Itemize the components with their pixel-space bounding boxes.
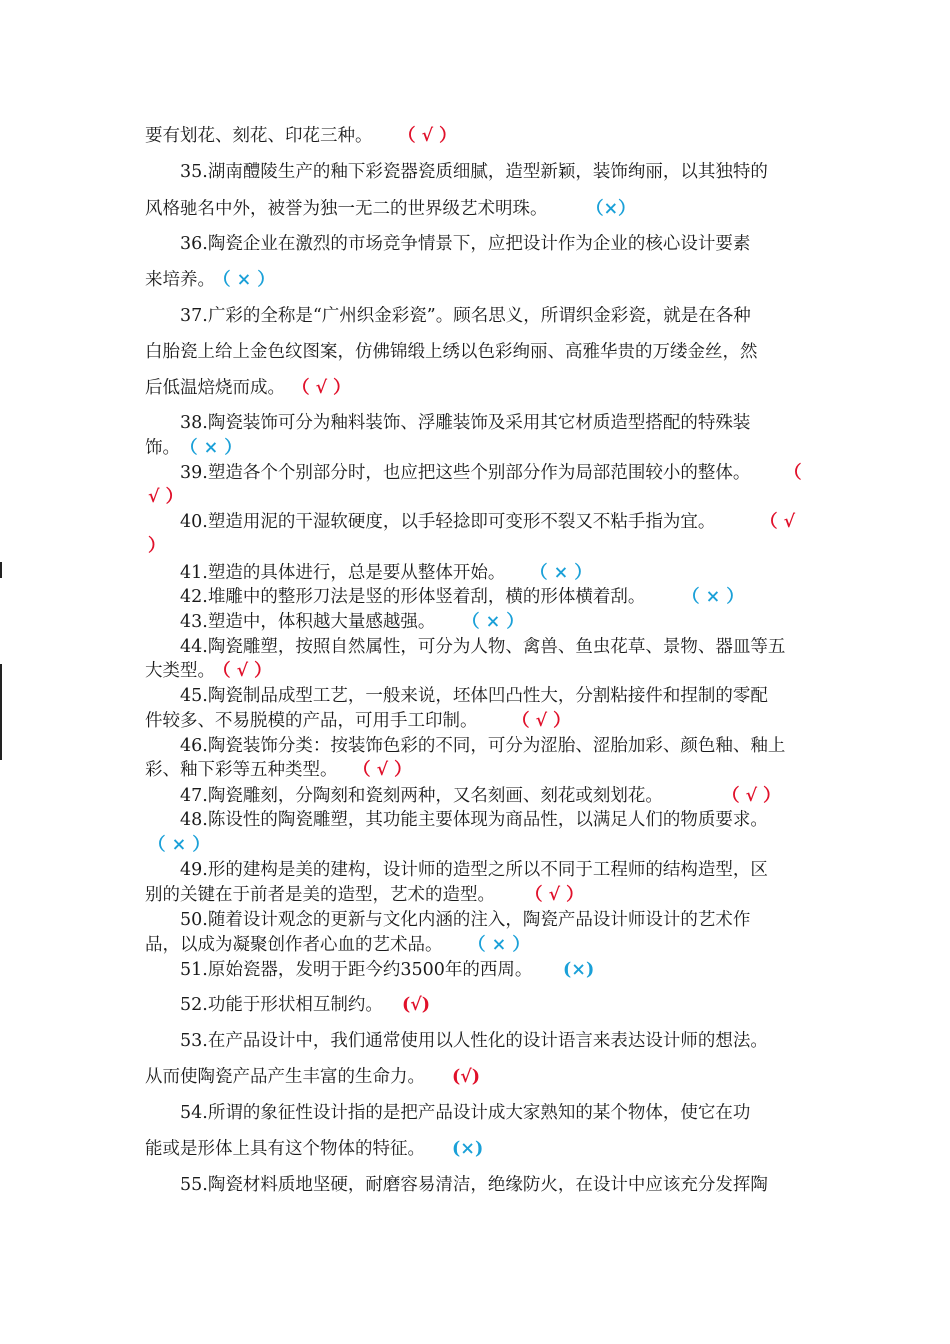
line-text: 36.陶瓷企业在激烈的市场竞争情景下，应把设计作为企业的核心设计要素 <box>180 234 751 254</box>
margin-rule-bottom <box>0 664 2 760</box>
line-text: 55.陶瓷材料质地坚硬，耐磨容易清洁，绝缘防火，在设计中应该充分发挥陶 <box>180 1175 768 1195</box>
line-text: 54.所谓的象征性设计指的是把产品设计成大家熟知的某个物体，使它在功 <box>180 1103 751 1123</box>
answer-mark: （ √ ） <box>512 711 571 731</box>
line-text: 件较多、不易脱模的产品，可用手工印制。 <box>145 711 478 731</box>
line-text: 38.陶瓷装饰可分为釉料装饰、浮雕装饰及采用其它材质造型搭配的特殊装 <box>180 413 751 433</box>
line-text: 48.陈设性的陶瓷雕塑，其功能主要体现为商品性，以满足人们的物质要求。 <box>180 810 768 830</box>
answer-mark: （ √ ） <box>722 786 781 806</box>
answer-mark: （ × ） <box>180 438 242 458</box>
line-text: 要有划花、刻花、印花三种。 <box>145 126 373 146</box>
answer-mark: (√) <box>402 995 431 1015</box>
answer-mark: （ √ ） <box>292 378 351 398</box>
answer-mark: （ √ ） <box>398 126 457 146</box>
answer-mark: （ √ ） <box>525 885 584 905</box>
line-text: 后低温焙烧而成。 <box>145 378 285 398</box>
line-text: 别的关键在于前者是美的造型，艺术的造型。 <box>145 885 495 905</box>
answer-mark: （ √ <box>760 512 796 532</box>
line-text: 品，以成为凝聚创作者心血的艺术品。 <box>145 935 443 955</box>
line-text: 49.形的建构是美的建构，设计师的造型之所以不同于工程师的结构造型，区 <box>180 860 768 880</box>
line-text: 39.塑造各个个别部分时，也应把这些个别部分作为局部范围较小的整体。 <box>180 463 751 483</box>
answer-mark: （ × ） <box>530 563 592 583</box>
line-text: 白胎瓷上给上金色纹图案，仿佛锦缎上绣以色彩绚丽、高雅华贵的万缕金丝，然 <box>145 342 758 362</box>
answer-mark: （ <box>784 463 802 483</box>
line-text: 35.湖南醴陵生产的釉下彩瓷器瓷质细腻，造型新颖，装饰绚丽，以其独特的 <box>180 162 768 182</box>
line-text: 43.塑造中，体积越大量感越强。 <box>180 612 436 632</box>
answer-mark: （ × ） <box>682 587 744 607</box>
line-text: 来培养。 <box>145 270 215 290</box>
line-text: 44.陶瓷雕塑，按照自然属性，可分为人物、禽兽、鱼虫花草、景物、器皿等五 <box>180 637 786 657</box>
line-text: 53.在产品设计中，我们通常使用以人性化的设计语言来表达设计师的想法。 <box>180 1031 768 1051</box>
answer-mark: （ × ） <box>468 935 530 955</box>
line-text: 彩、釉下彩等五种类型。 <box>145 760 338 780</box>
answer-mark: （ × ） <box>213 270 275 290</box>
answer-mark: （ √ ） <box>213 661 272 681</box>
line-text: 42.堆雕中的整形刀法是竖的形体竖着刮，横的形体横着刮。 <box>180 587 646 607</box>
line-text: 45.陶瓷制品成型工艺，一般来说，坯体凹凸性大，分割粘接件和捏制的零配 <box>180 686 768 706</box>
line-text: 能或是形体上具有这个物体的特征。 <box>145 1139 425 1159</box>
line-text: 大类型。 <box>145 661 215 681</box>
line-text: 50.随着设计观念的更新与文化内涵的注入，陶瓷产品设计师设计的艺术作 <box>180 910 751 930</box>
answer-mark: （×） <box>586 199 636 219</box>
line-text: 41.塑造的具体进行，总是要从整体开始。 <box>180 563 506 583</box>
answer-mark: (×) <box>563 960 595 980</box>
answer-mark: （ √ ） <box>353 760 412 780</box>
line-text: 47.陶瓷雕刻，分陶刻和瓷刻两种，又名刻画、刻花或刻划花。 <box>180 786 663 806</box>
margin-rule-top <box>0 562 2 578</box>
answer-mark: （ × ） <box>462 612 524 632</box>
line-text: 51.原始瓷器，发明于距今约3500年的西周。 <box>180 960 533 980</box>
answer-mark: ） <box>148 536 166 556</box>
line-text: 风格驰名中外，被誉为独一无二的世界级艺术明珠。 <box>145 199 548 219</box>
answer-mark: (√) <box>452 1067 481 1087</box>
line-text: 40.塑造用泥的干湿软硬度，以手轻捻即可变形不裂又不粘手指为宜。 <box>180 512 716 532</box>
line-text: 从而使陶瓷产品产生丰富的生命力。 <box>145 1067 425 1087</box>
line-text: 饰。 <box>145 438 180 458</box>
answer-mark: √ ） <box>148 487 184 507</box>
line-text: 46.陶瓷装饰分类：按装饰色彩的不同，可分为涩胎、涩胎加彩、颜色釉、釉上 <box>180 736 786 756</box>
line-text: 52.功能于形状相互制约。 <box>180 995 383 1015</box>
answer-mark: （ × ） <box>148 835 210 855</box>
answer-mark: (×) <box>452 1139 484 1159</box>
line-text: 37.广彩的全称是“广州织金彩瓷”。顾名思义，所谓织金彩瓷，就是在各种 <box>180 306 751 326</box>
